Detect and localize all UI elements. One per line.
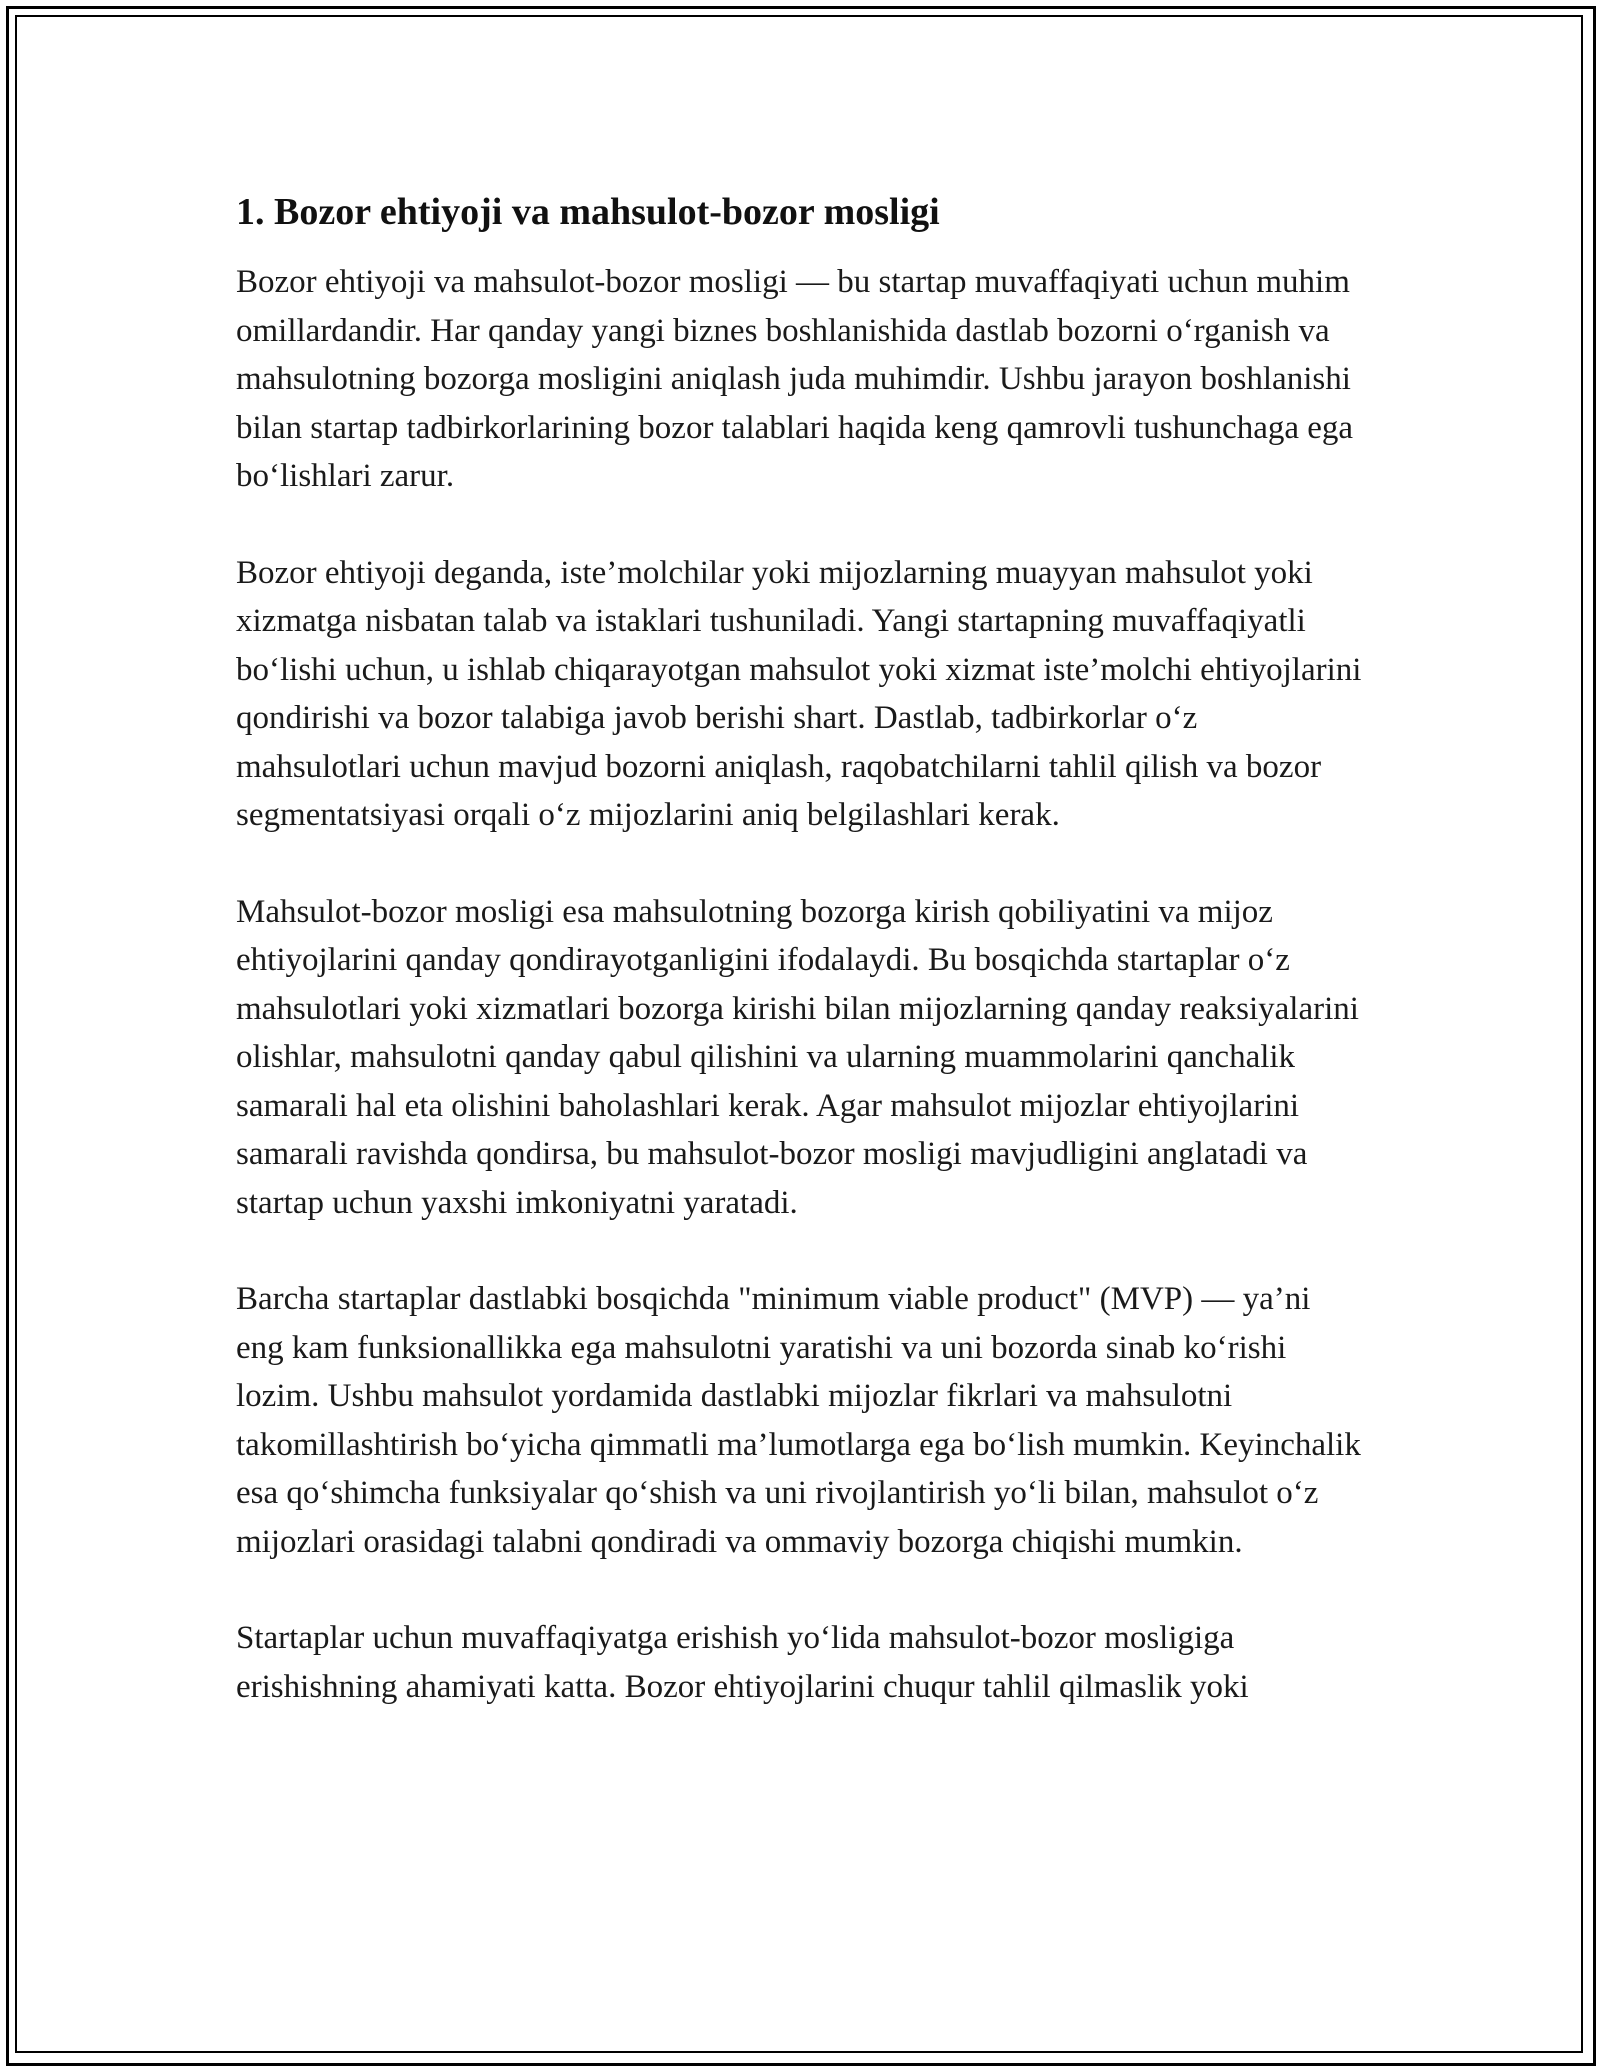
section-heading: 1. Bozor ehtiyoji va mahsulot-bozor mosligi — [236, 191, 940, 233]
paragraph-1: Bozor ehtiyoji va mahsulot-bozor mosligi — bu startap muvaffaqiyati uchun muhim omillardandir. Har qanday yangi biznes boshlanishida dastlab bozorni oʻrganish va mahsulotning bozorga mosligini aniqlash juda muhimdir. Ushbu jarayon boshlanishi bilan startap tadbirkorlarining bozor talablari haqida keng qamrovli tushunchaga ega boʻlishlari zarur. — [236, 264, 1354, 494]
paragraph-2: Bozor ehtiyoji deganda, iste’molchilar yoki mijozlarning muayyan mahsulot yoki xizmatga nisbatan talab va istaklari tushuniladi. Yangi startapning muvaffaqiyatli boʻlishi uchun, u ishlab chiqarayotgan mahsulot yoki xizmat iste’molchi ehtiyojlarini qondirishi va bozor talabiga javob berishi shart. Dastlab, tadbirkorlar oʻz mahsulotlari uchun mavjud bozorni aniqlash, raqobatchilarni tahlil qilish va bozor segmentatsiyasi orqali oʻz mijozlarini aniq belgilashlari kerak. — [236, 554, 1362, 833]
document-body — [236, 186, 1366, 1759]
paragraph-5: Startaplar uchun muvaffaqiyatga erishish yoʻlida mahsulot-bozor mosligiga erishishning ahamiyati katta. Bozor ehtiyojlarini chuqur tahlil qilmaslik yoki — [236, 1620, 1249, 1705]
paragraph-4: Barcha startaplar dastlabki bosqichda "minimum viable product" (MVP) — ya’ni eng kam funksionallikka ega mahsulotni yaratishi va uni bozorda sinab koʻrishi lozim. Ushbu mahsulot yordamida dastlabki mijozlar fikrlari va mahsulotni takomillashtirish boʻyicha qimmatli ma’lumotlarga ega boʻlish mumkin. Keyinchalik esa qoʻshimcha funksiyalar qoʻshish va uni rivojlantirish yoʻli bilan, mahsulot oʻz mijozlari orasidagi talabni qondiradi va ommaviy bozorga chiqishi mumkin. — [236, 1281, 1361, 1560]
paragraph-3: Mahsulot-bozor mosligi esa mahsulotning bozorga kirish qobiliyatini va mijoz ehtiyojlarini qanday qondirayotganligini ifodalaydi. Bu bosqichda startaplar oʻz mahsulotlari yoki xizmatlari bozorga kirishi bilan mijozlarning qanday reaksiyalarini olishlar, mahsulotni qanday qabul qilishini va ularning muammolarini qanchalik samarali hal eta olishini baholashlari kerak. Agar mahsulot mijozlar ehtiyojlarini samarali ravishda qondirsa, bu mahsulot-bozor mosligi mavjudligini anglatadi va startap uchun yaxshi imkoniyatni yaratadi. — [236, 893, 1359, 1221]
